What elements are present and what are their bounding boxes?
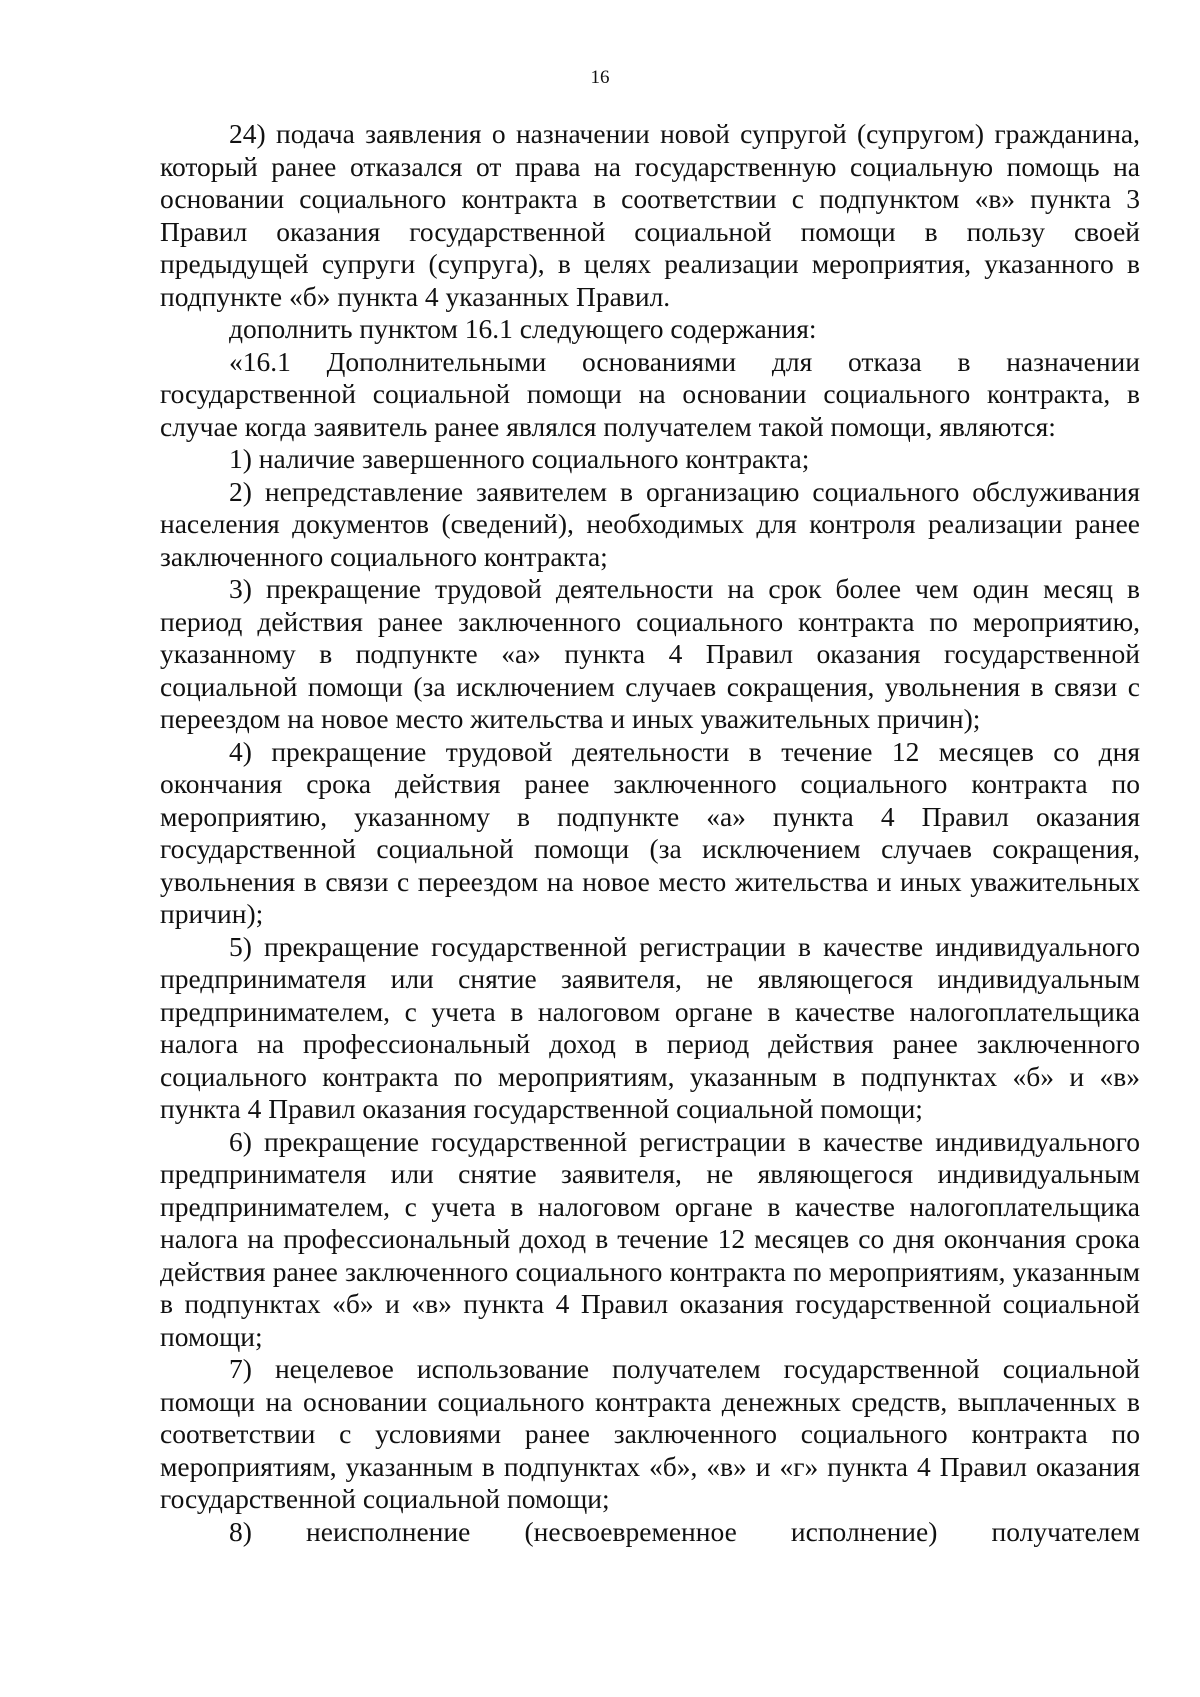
paragraph-item-24: 24) подача заявления о назначении новой супругой (супругом) гражданина, который ранее отказался от права на государственную социальную помощь на основании социального контракта в соответствии с подпунктом «в» пункта 3 Правил оказания государственной социальной помощи в пользу своей предыдущей супруги (супруга), в целях реализации мероприятия, указанного в подпункте «б» пункта 4 указанных Правил.	[160, 118, 1140, 312]
paragraph-ground-7: 7) нецелевое использование получателем государственной социальной помощи на основании социального контракта денежных средств, выплаченных в соответствии с условиями ранее заключенного социального контракта по мероприятиям, указанным в подпунктах «б», «в» и «г» пункта 4 Правил оказания государственной социальной помощи;	[160, 1353, 1140, 1514]
paragraph-amendment-intro: дополнить пунктом 16.1 следующего содержания:	[229, 313, 817, 344]
paragraph-ground-5: 5) прекращение государственной регистрации в качестве индивидуального предпринимателя или снятие заявителя, не являющегося индивидуальным предпринимателем, с учета в налоговом органе в качестве налогоплательщика налога на профессиональный доход в период действия ранее заключенного социального контракта по мероприятиям, указанным в подпунктах «б» и «в» пункта 4 Правил оказания государственной социальной помощи;	[160, 930, 1140, 1124]
page-number: 16	[590, 67, 610, 88]
paragraph-ground-8: 8) неисполнение (несвоевременное исполнение) получателем	[229, 1515, 1140, 1547]
paragraph-ground-2: 2) непредставление заявителем в организацию социального обслуживания населения документов (сведений), необходимых для контроля реализации ранее заключенного социального контракта;	[160, 475, 1140, 572]
document-body	[160, 118, 1140, 1548]
paragraph-ground-1: 1) наличие завершенного социального контракта;	[229, 443, 810, 474]
paragraph-ground-6: 6) прекращение государственной регистрации в качестве индивидуального предпринимателя или снятие заявителя, не являющегося индивидуальным предпринимателем, с учета в налоговом органе в качестве налогоплательщика налога на профессиональный доход в течение 12 месяцев со дня окончания срока действия ранее заключенного социального контракта по мероприятиям, указанным в подпунктах «б» и «в» пункта 4 Правил оказания государственной социальной помощи;	[160, 1125, 1140, 1352]
paragraph-clause-16-1: «16.1 Дополнительными основаниями для отказа в назначении государственной социальной помощи на основании социального контракта, в случае когда заявитель ранее являлся получателем такой помощи, являются:	[160, 345, 1140, 442]
paragraph-ground-3: 3) прекращение трудовой деятельности на срок более чем один месяц в период действия ранее заключенного социального контракта по мероприятию, указанному в подпункте «а» пункта 4 Правил оказания государственной социальной помощи (за исключением случаев сокращения, увольнения в связи с переездом на новое место жительства и иных уважительных причин);	[160, 573, 1140, 734]
paragraph-ground-4: 4) прекращение трудовой деятельности в течение 12 месяцев со дня окончания срока действия ранее заключенного социального контракта по мероприятию, указанному в подпункте «а» пункта 4 Правил оказания государственной социальной помощи (за исключением случаев сокращения, увольнения в связи с переездом на новое место жительства и иных уважительных причин);	[160, 735, 1140, 929]
